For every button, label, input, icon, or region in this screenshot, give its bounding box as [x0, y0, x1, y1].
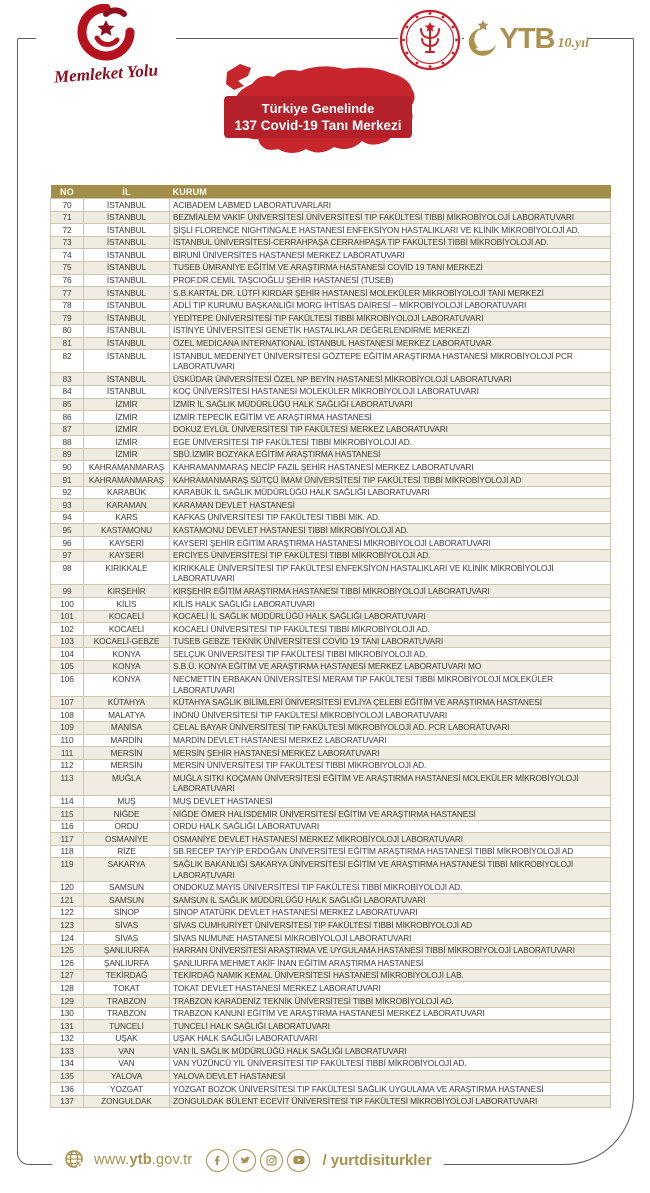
cell-kurum: MUĞLA SITKI KOÇMAN ÜNİVERSİTESİ EĞİTİM VE ARAŞTIRMA HASTANESİ MOLEKÜLER MİKROBİYOLOJİ LABORATUVARI — [170, 772, 611, 795]
cell-il: TRABZON — [84, 1007, 170, 1020]
cell-il: TUNCELİ — [84, 1020, 170, 1033]
cell-no: 129 — [51, 995, 84, 1008]
cell-kurum: SAMSUN İL SAĞLIK MÜDÜRLÜĞÜ HALK SAĞLIĞI LABORATUVARI — [170, 894, 611, 907]
cell-il: MERSİN — [84, 759, 170, 772]
cell-no: 76 — [51, 274, 84, 287]
cell-kurum: KARABÜK İL SAĞLIK MÜDÜRLÜĞÜ HALK SAĞLIĞI LABORATUVARI — [170, 486, 611, 499]
cell-no: 84 — [51, 385, 84, 398]
cell-no: 91 — [51, 474, 84, 487]
cell-kurum: KAHRAMANMARAŞ NECİP FAZIL ŞEHİR HASTANESİ MERKEZ LABORATUVARI — [170, 461, 611, 474]
table-row — [51, 1020, 611, 1033]
cell-kurum: İZMİR İL SAĞLIK MÜDÜRLÜĞÜ HALK SAĞLIĞI LABORATUVARI — [170, 398, 611, 411]
cell-no: 113 — [51, 772, 84, 795]
cell-kurum: İSTANBUL ÜNİVERSİTESİ-CERRAHPAŞA CERRAHPAŞA TIP FAKÜLTESİ TIBBİ MİKROBİYOLOJİ AD. — [170, 236, 611, 249]
cell-no: 108 — [51, 709, 84, 722]
cell-no: 137 — [51, 1095, 84, 1108]
table-row — [51, 1057, 611, 1070]
cell-il: ŞANLIURFA — [84, 944, 170, 957]
table-row — [51, 919, 611, 932]
cell-no: 96 — [51, 537, 84, 550]
cell-il: KAHRAMANMARAŞ — [84, 461, 170, 474]
cell-kurum: SİVAS NUMUNE HASTANESİ MİKROBİYOLOJİ LABORATUVARI — [170, 932, 611, 945]
cell-il: İSTANBUL — [84, 211, 170, 224]
cell-il: KARABÜK — [84, 486, 170, 499]
table-row — [51, 881, 611, 894]
globe-icon — [64, 1149, 86, 1171]
cell-il: MUŞ — [84, 795, 170, 808]
cell-il: İSTANBUL — [84, 350, 170, 373]
cell-kurum: DOKUZ EYLÜL ÜNİVERSİTESİ TIP FAKÜLTESİ MERKEZ LABORATUVARI — [170, 423, 611, 436]
cell-no: 125 — [51, 944, 84, 957]
cell-no: 97 — [51, 549, 84, 562]
cell-kurum: MERSİN ŞEHİR HASTANESİ MERKEZ LABORATUVARI — [170, 747, 611, 760]
table-row — [51, 274, 611, 287]
cell-kurum: OSMANİYE DEVLET HASTANESİ MERKEZ MİKROBİYOLOJİ LABORATUVARI — [170, 833, 611, 846]
cell-kurum: TRABZON KANUNİ EĞİTİM VE ARAŞTIRMA HASTANESİ MERKEZ LABORATUVARI — [170, 1007, 611, 1020]
cell-kurum: TRABZON KARADENİZ TEKNİK ÜNİVERSİTESİ TIBBİ MİKROBİYOLOJİ AD. — [170, 995, 611, 1008]
cell-no: 72 — [51, 224, 84, 237]
cell-no: 112 — [51, 759, 84, 772]
cell-il: KARAMAN — [84, 499, 170, 512]
table-row — [51, 1032, 611, 1045]
cell-kurum: UŞAK HALK SAĞLIĞI LABORATUVARI — [170, 1032, 611, 1045]
cell-il: KÜTAHYA — [84, 696, 170, 709]
cell-no: 104 — [51, 648, 84, 661]
cell-kurum: HARRAN ÜNİVERSİTESİ ARAŞTIRMA VE UYGULAMA HASTANESİ TIBBİ MİKROBİYOLOJİ LABORATUVARI — [170, 944, 611, 957]
cell-no: 115 — [51, 808, 84, 821]
table-row — [51, 696, 611, 709]
cell-il: KAYSERİ — [84, 549, 170, 562]
cell-il: İSTANBUL — [84, 287, 170, 300]
ytb-anniversary-label: 10.yıl — [557, 36, 589, 51]
cell-no: 124 — [51, 932, 84, 945]
cell-kurum: İZMİR TEPECİK EĞİTİM VE ARAŞTIRMA HASTANESİ — [170, 411, 611, 424]
cell-il: KAYSERİ — [84, 537, 170, 550]
table-row — [51, 648, 611, 661]
cell-il: KOCAELİ — [84, 610, 170, 623]
cell-kurum: YOZGAT BOZOK ÜNİVERSİTESİ TIP FAKÜLTESİ SAĞLIK UYGULAMA VE ARAŞTIRMA HASTANESİ — [170, 1083, 611, 1096]
cell-no: 128 — [51, 982, 84, 995]
cell-no: 77 — [51, 287, 84, 300]
cell-kurum: TUSEB ÜMRANİYE EĞİTİM VE ARAŞTIRMA HASTANESİ COVİD 19 TANI MERKEZİ — [170, 261, 611, 274]
cell-il: SİVAS — [84, 932, 170, 945]
cell-kurum: BEZMİALEM VAKIF ÜNİVERSİTESİ ÜNİVERSİTESİ TIP FAKÜLTESİ TIBBİ MİKROBİYOLOJİ LABORATUVARI — [170, 211, 611, 224]
cell-il: İSTANBUL — [84, 249, 170, 262]
cell-il: İSTANBUL — [84, 236, 170, 249]
cell-no: 134 — [51, 1057, 84, 1070]
cell-il: SAMSUN — [84, 881, 170, 894]
cell-kurum: SB.RECEP TAYYİP ERDOĞAN ÜNİVERSİTESİ EĞİTİM ARAŞTIRMA HASTANESİ TIBBİ MİKROBİYOLOJİ AD — [170, 845, 611, 858]
cell-il: VAN — [84, 1057, 170, 1070]
cell-il: ŞANLIURFA — [84, 957, 170, 970]
memleket-yolu-logo — [36, 4, 176, 96]
cell-no: 120 — [51, 881, 84, 894]
table-row — [51, 385, 611, 398]
cell-kurum: ŞANLIURFA MEHMET AKİF İNAN EĞİTİM ARAŞTIRMA HASTANESİ — [170, 957, 611, 970]
cell-il: YOZGAT — [84, 1083, 170, 1096]
table-row — [51, 795, 611, 808]
cell-kurum: ŞİŞLİ FLORENCE NIGHTINGALE HASTANESİ ENFEKSİYON HASTALIKLARI VE KLİNİK MİKROBİYOLOJİ AD. — [170, 224, 611, 237]
cell-kurum: ÜSKÜDAR ÜNİVERSİTESİ ÖZEL NP BEYİN HASTANESİ MİKROBİYOLOJİ LABORATUVARI — [170, 373, 611, 386]
cell-il: İSTANBUL — [84, 373, 170, 386]
cell-no: 95 — [51, 524, 84, 537]
cell-kurum: KASTAMONU DEVLET HASTANESİ TIBBİ MİKROBİYOLOJİ AD. — [170, 524, 611, 537]
cell-kurum: SBÜ.İZMİR BOZYAKA EĞİTİM ARAŞTIRMA HASTANESİ — [170, 448, 611, 461]
cell-no: 131 — [51, 1020, 84, 1033]
cell-kurum: KOCAELİ İL SAĞLIK MÜDÜRLÜĞÜ HALK SAĞLIĞI LABORATUVARI — [170, 610, 611, 623]
table-row — [51, 1095, 611, 1108]
table-row — [51, 1070, 611, 1083]
table-row — [51, 236, 611, 249]
cell-kurum: ONDOKUZ MAYIS ÜNİVERSİTESİ TIP FAKÜLTESİ TIBBİ MİKROBİYOLOJİ AD. — [170, 881, 611, 894]
cell-kurum: TEKİRDAĞ NAMIK KEMAL ÜNİVERSİTESİ HASTANESİ MİKROBİYOLOJİ LAB. — [170, 969, 611, 982]
cell-il: KARS — [84, 511, 170, 524]
cell-no: 90 — [51, 461, 84, 474]
instagram-icon[interactable] — [260, 1149, 283, 1172]
cell-kurum: VAN YÜZÜNCÜ YIL ÜNİVERSİTESİ TIP FAKÜLTESİ TIBBİ MİKROBİYOLOJİ AD. — [170, 1057, 611, 1070]
cell-kurum: EGE ÜNİVERSİTESİ TIP FAKÜLTESİ TIBBİ MİKROBİYOLOJİ AD. — [170, 436, 611, 449]
cell-il: YALOVA — [84, 1070, 170, 1083]
cell-il: KAHRAMANMARAŞ — [84, 474, 170, 487]
cell-kurum: PROF.DR.CEMİL TAŞCIOĞLU ŞEHİR HASTANESİ (TUSEB) — [170, 274, 611, 287]
cell-il: İSTANBUL — [84, 299, 170, 312]
table-row — [51, 1045, 611, 1058]
cell-no: 136 — [51, 1083, 84, 1096]
table-row — [51, 312, 611, 325]
table-row — [51, 610, 611, 623]
cell-kurum: KIRIKKALE ÜNİVERSİTESİ TIP FAKÜLTESİ ENFEKSİYON HASTALIKLARI VE KLİNİK MİKROBİYOLOJİ LABORATUVARI — [170, 562, 611, 585]
table-row — [51, 808, 611, 821]
cell-no: 106 — [51, 673, 84, 696]
table-row — [51, 211, 611, 224]
table-row — [51, 969, 611, 982]
social-handle[interactable]: / yurtdisiturkler — [322, 1151, 432, 1169]
cell-kurum: MUŞ DEVLET HASTANESİ — [170, 795, 611, 808]
cell-no: 123 — [51, 919, 84, 932]
cell-no: 73 — [51, 236, 84, 249]
column-header-no: NO — [51, 185, 84, 199]
column-header-il: İL — [84, 185, 170, 199]
cell-il: KOCAELİ — [84, 623, 170, 636]
cell-il: İZMİR — [84, 398, 170, 411]
cell-no: 105 — [51, 660, 84, 673]
cell-no: 86 — [51, 411, 84, 424]
table-row — [51, 337, 611, 350]
cell-kurum: S.B.KARTAL DR. LÜTFİ KIRDAR ŞEHİR HASTANESİ MOLEKÜLER MİKROBİYOLOJİ TANI MERKEZİ — [170, 287, 611, 300]
cell-il: İSTANBUL — [84, 199, 170, 212]
cell-il: İZMİR — [84, 423, 170, 436]
cell-il: SİVAS — [84, 919, 170, 932]
table-header-row — [51, 185, 611, 199]
cell-no: 135 — [51, 1070, 84, 1083]
table-row — [51, 734, 611, 747]
cell-kurum: YALOVA DEVLET HASTANESİ — [170, 1070, 611, 1083]
cell-il: İSTANBUL — [84, 261, 170, 274]
twitter-icon[interactable] — [233, 1149, 256, 1172]
ytb-crescent-icon — [464, 13, 498, 65]
cell-il: MALATYA — [84, 709, 170, 722]
cell-no: 83 — [51, 373, 84, 386]
cell-no: 107 — [51, 696, 84, 709]
cell-no: 93 — [51, 499, 84, 512]
cell-il: İSTANBUL — [84, 324, 170, 337]
table-row — [51, 982, 611, 995]
table-row — [51, 287, 611, 300]
cell-kurum: KİLİS HALK SAĞLIĞI LABORATUVARI — [170, 598, 611, 611]
cell-il: KONYA — [84, 660, 170, 673]
column-header-kurum: KURUM — [170, 185, 611, 199]
cell-no: 87 — [51, 423, 84, 436]
cell-kurum: SAĞLIK BAKANLIĞI SAKARYA ÜNİVERSİTESİ EĞİTİM VE ARAŞTIRMA HASTANESİ TIBBİ MİKROBİYOLOJİ LABORATUVARI — [170, 858, 611, 881]
cell-kurum: KÜTAHYA SAĞLIK BİLİMLERİ ÜNİVERSİTESİ EVLİYA ÇELEBİ EĞİTİM VE ARAŞTIRMA HASTANESİ — [170, 696, 611, 709]
cell-kurum: TUNCELİ HALK SAĞLIĞI LABORATUVARI — [170, 1020, 611, 1033]
table-row — [51, 845, 611, 858]
table-row — [51, 411, 611, 424]
cell-il: İSTANBUL — [84, 337, 170, 350]
cell-kurum: İSTANBUL MEDENİYET ÜNİVERSİTESİ GÖZTEPE EĞİTİM ARAŞTIRMA HASTANESİ MİKROBİYOLOJİ PCR LABORATUVARI — [170, 350, 611, 373]
cell-no: 82 — [51, 350, 84, 373]
cell-no: 111 — [51, 747, 84, 760]
cell-no: 98 — [51, 562, 84, 585]
ytb-wordmark: YTB — [499, 22, 555, 55]
cell-no: 71 — [51, 211, 84, 224]
banner-subtitle: 137 Covid-19 Tanı Merkezi — [234, 117, 402, 133]
cell-kurum: NİĞDE ÖMER HALİSDEMİR ÜNİVERSİTESİ EĞİTİM VE ARAŞTIRMA HASTANESİ — [170, 808, 611, 821]
table-row — [51, 759, 611, 772]
cell-no: 101 — [51, 610, 84, 623]
cell-kurum: SİVAS CUMHURİYET ÜNİVERSİTESİ TIP FAKÜLTESİ TIBBİ MİKROBİYOLOJİ AD — [170, 919, 611, 932]
cell-kurum: KOCAELİ ÜNİVERSİTESİ TIP FAKÜLTESİ TIBBİ MİKROBİYOLOJİ AD. — [170, 623, 611, 636]
cell-il: MANİSA — [84, 721, 170, 734]
cell-kurum: NECMETTİN ERBAKAN ÜNİVERSİTESİ MERAM TIP FAKÜLTESİ TIBBİ MİKROBİYOLOJİ MOLEKÜLER LABORATUVARI — [170, 673, 611, 696]
website-url[interactable]: www.ytb.gov.tr — [94, 1152, 193, 1168]
table-row — [51, 436, 611, 449]
cell-il: OSMANİYE — [84, 833, 170, 846]
table-row — [51, 932, 611, 945]
table-row — [51, 474, 611, 487]
cell-kurum: İSTİNYE ÜNİVERSİTESİ GENETİK HASTALIKLAR DEĞERLENDİRME MERKEZİ — [170, 324, 611, 337]
cell-no: 88 — [51, 436, 84, 449]
cell-no: 118 — [51, 845, 84, 858]
cell-kurum: YEDİTEPE ÜNİVERSİTESİ TIP FAKÜLTESİ TIBBİ MİKROBİYOLOJİ LABORATUVARI — [170, 312, 611, 325]
cell-il: TEKİRDAĞ — [84, 969, 170, 982]
cell-il: İSTANBUL — [84, 274, 170, 287]
table-row — [51, 957, 611, 970]
table-row — [51, 461, 611, 474]
table-row — [51, 350, 611, 373]
cell-no: 75 — [51, 261, 84, 274]
cell-no: 74 — [51, 249, 84, 262]
table-row — [51, 448, 611, 461]
cell-kurum: TOKAT DEVLET HASTANESİ MERKEZ LABORATUVARI — [170, 982, 611, 995]
cell-kurum: KIRŞEHİR EĞİTİM ARAŞTIRMA HASTANESİ TIBBİ MİKROBİYOLOJİ LABORATUVARI — [170, 585, 611, 598]
table-row — [51, 224, 611, 237]
cell-kurum: SİNOP ATATÜRK DEVLET HASTANESİ MERKEZ LABORATUVARI — [170, 906, 611, 919]
facebook-icon[interactable] — [206, 1149, 229, 1172]
table-row — [51, 511, 611, 524]
table-row — [51, 858, 611, 881]
table-row — [51, 623, 611, 636]
cell-il: TRABZON — [84, 995, 170, 1008]
table-row — [51, 549, 611, 562]
table-row — [51, 944, 611, 957]
table-row — [51, 423, 611, 436]
table-row — [51, 894, 611, 907]
cell-il: KONYA — [84, 673, 170, 696]
cell-no: 110 — [51, 734, 84, 747]
cell-no: 78 — [51, 299, 84, 312]
cell-no: 89 — [51, 448, 84, 461]
cell-no: 80 — [51, 324, 84, 337]
cell-no: 99 — [51, 585, 84, 598]
table-row — [51, 673, 611, 696]
cell-no: 92 — [51, 486, 84, 499]
cell-no: 133 — [51, 1045, 84, 1058]
cell-il: MARDİN — [84, 734, 170, 747]
cell-kurum: KAFKAS ÜNİVERSİTESİ TIP FAKÜLTESİ TIBBİ MİK. AD. — [170, 511, 611, 524]
cell-kurum: ORDU HALK SAĞLIĞI LABORATUVARI — [170, 820, 611, 833]
table-row — [51, 562, 611, 585]
table-row — [51, 486, 611, 499]
footer — [52, 1138, 444, 1182]
map-banner — [224, 96, 412, 138]
table-row — [51, 373, 611, 386]
cell-no: 117 — [51, 833, 84, 846]
cell-il: VAN — [84, 1045, 170, 1058]
cell-il: İSTANBUL — [84, 224, 170, 237]
table-row — [51, 598, 611, 611]
cell-no: 85 — [51, 398, 84, 411]
cell-kurum: ZONGULDAK BÜLENT ECEVİT ÜNİVERSİTESİ TIP FAKÜLTESİ MİKROBİYOLOJİ LABORATUVARI — [170, 1095, 611, 1108]
cell-kurum: MERSİN ÜNİVERSİTESİ TIP FAKÜLTESİ TIBBİ MİKROBİYOLOJİ AD. — [170, 759, 611, 772]
cell-il: SAMSUN — [84, 894, 170, 907]
cell-kurum: ACIBADEM LABMED LABORATUVARLARI — [170, 199, 611, 212]
memleket-yolu-wordmark: Memleket Yolu — [53, 60, 159, 87]
table-row — [51, 299, 611, 312]
cell-il: İZMİR — [84, 448, 170, 461]
table-row — [51, 820, 611, 833]
cell-kurum: TUSEB GEBZE TEKNİK ÜNİVERSİTESİ COVİD 19 TANI LABORATUVARI — [170, 635, 611, 648]
cell-il: SİNOP — [84, 906, 170, 919]
cell-no: 102 — [51, 623, 84, 636]
cell-no: 127 — [51, 969, 84, 982]
table-row — [51, 709, 611, 722]
table-row — [51, 995, 611, 1008]
table-row — [51, 635, 611, 648]
cell-no: 121 — [51, 894, 84, 907]
cell-il: KONYA — [84, 648, 170, 661]
cell-no: 79 — [51, 312, 84, 325]
table-row — [51, 906, 611, 919]
cell-kurum: CELAL BAYAR ÜNİVERSİTESİ TIP FAKÜLTESİ MİKROBİYOLOJİ AD. PCR LABORATUVARI — [170, 721, 611, 734]
table-row — [51, 398, 611, 411]
table-row — [51, 772, 611, 795]
table-row — [51, 1083, 611, 1096]
table-row — [51, 585, 611, 598]
cell-il: MERSİN — [84, 747, 170, 760]
table-row — [51, 537, 611, 550]
ytb-logo — [464, 4, 589, 74]
cell-no: 70 — [51, 199, 84, 212]
cell-il: NİĞDE — [84, 808, 170, 821]
cell-il: KOCAELİ-GEBZE — [84, 635, 170, 648]
cell-il: İSTANBUL — [84, 312, 170, 325]
cell-il: ORDU — [84, 820, 170, 833]
cell-il: İZMİR — [84, 411, 170, 424]
table-row — [51, 833, 611, 846]
cell-kurum: ADLİ TIP KURUMU BAŞKANLIĞI MORG İHTİSAS DAİRESİ – MİKROBİYOLOJİ LABORATUVARI — [170, 299, 611, 312]
cell-il: RİZE — [84, 845, 170, 858]
cell-il: KIRŞEHİR — [84, 585, 170, 598]
cell-kurum: KAYSERİ ŞEHİR EĞİTİM ARAŞTIRMA HASTANESİ MİKROBİYOLOJİ LABORATUVARI — [170, 537, 611, 550]
banner-title: Türkiye Genelinde — [261, 100, 375, 116]
table-row — [51, 261, 611, 274]
cell-no: 126 — [51, 957, 84, 970]
cell-no: 114 — [51, 795, 84, 808]
youtube-icon[interactable] — [287, 1149, 310, 1172]
table-row — [51, 249, 611, 262]
cell-kurum: KARAMAN DEVLET HASTANESİ — [170, 499, 611, 512]
table-row — [51, 324, 611, 337]
cell-il: KİLİS — [84, 598, 170, 611]
government-seal-icon — [398, 8, 462, 72]
cell-il: ZONGULDAK — [84, 1095, 170, 1108]
cell-kurum: BİRUNİ ÜNİVERSİTES HASTANESİ MERKEZ LABORATUVARI — [170, 249, 611, 262]
cell-kurum: KOÇ ÜNİVERSİTESİ HASTANESİ MOLEKÜLER MİKROBİYOLOJİ LABORATUVARI — [170, 385, 611, 398]
cell-kurum: İNÖNÜ ÜNİVERSİTESİ TIP FAKÜLTESİ MİKROBİYOLOJİ LABORATUVARI — [170, 709, 611, 722]
cell-no: 94 — [51, 511, 84, 524]
table-row — [51, 524, 611, 537]
cell-il: KIRIKKALE — [84, 562, 170, 585]
cell-no: 100 — [51, 598, 84, 611]
cell-no: 119 — [51, 858, 84, 881]
cell-kurum: MARDİN DEVLET HASTANESİ MERKEZ LABORATUVARI — [170, 734, 611, 747]
memleket-yolu-crescent-icon — [75, 4, 137, 62]
cell-no: 116 — [51, 820, 84, 833]
cell-il: İZMİR — [84, 436, 170, 449]
cell-il: KASTAMONU — [84, 524, 170, 537]
cell-il: TOKAT — [84, 982, 170, 995]
cell-il: SAKARYA — [84, 858, 170, 881]
cell-no: 109 — [51, 721, 84, 734]
centers-table — [50, 185, 611, 1108]
table-row — [51, 660, 611, 673]
cell-no: 130 — [51, 1007, 84, 1020]
cell-il: İSTANBUL — [84, 385, 170, 398]
cell-no: 122 — [51, 906, 84, 919]
table-row — [51, 721, 611, 734]
cell-no: 103 — [51, 635, 84, 648]
cell-no: 132 — [51, 1032, 84, 1045]
cell-kurum: S.B.Ü. KONYA EĞİTİM VE ARAŞTIRMA HASTANESİ MERKEZ LABORATUVARI MO — [170, 660, 611, 673]
cell-kurum: ERCİYES ÜNİVERSİTESİ TIP FAKÜLTESİ TIBBİ MİKROBİYOLOJİ AD. — [170, 549, 611, 562]
cell-il: MUĞLA — [84, 772, 170, 795]
cell-kurum: KAHRAMANMARAŞ SÜTÇÜ İMAM ÜNİVERSİTESİ TIP FAKÜLTESİ TIBBİ MİKROBİYOLOJİ AD — [170, 474, 611, 487]
table-row — [51, 747, 611, 760]
cell-kurum: SELÇUK ÜNİVERSİTESİ TIP FAKÜLTESİ TIBBİ MİKROBİYOLOJİ AD. — [170, 648, 611, 661]
cell-no: 81 — [51, 337, 84, 350]
table-row — [51, 499, 611, 512]
cell-il: UŞAK — [84, 1032, 170, 1045]
cell-kurum: ÖZEL MEDİCANA INTERNATIONAL İSTANBUL HASTANESİ MERKEZ LABORATUVAR — [170, 337, 611, 350]
cell-kurum: VAN İL SAĞLIK MÜDÜRLÜĞÜ HALK SAĞLIĞI LABORATUVARI — [170, 1045, 611, 1058]
table-row — [51, 199, 611, 212]
table-row — [51, 1007, 611, 1020]
